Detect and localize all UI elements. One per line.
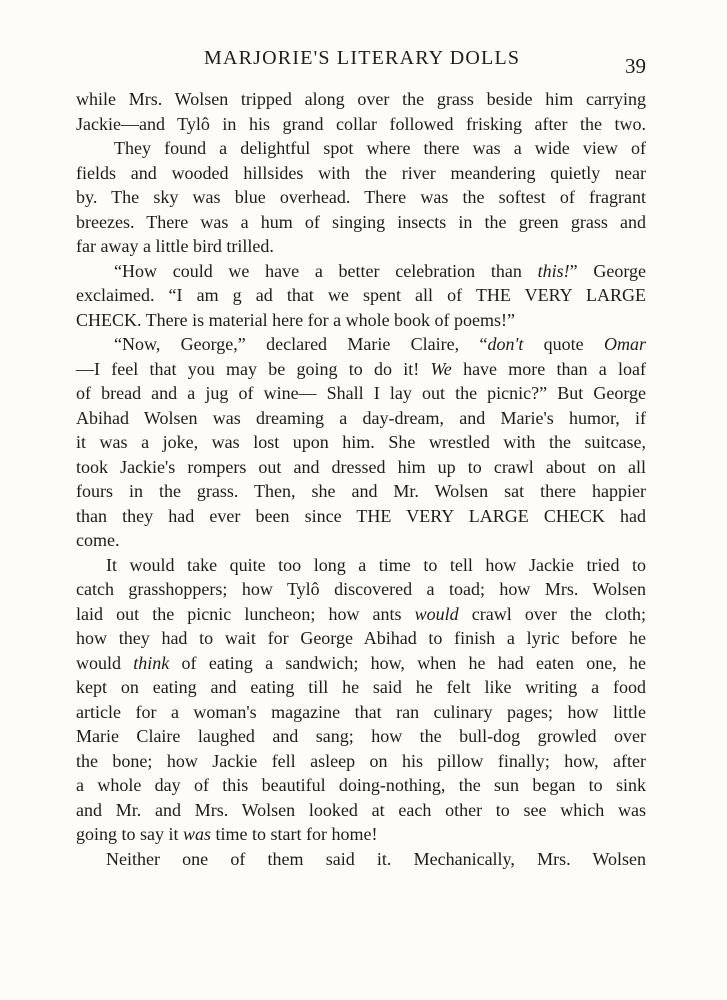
text-line: exclaimed. “I am g ad that we spent all of THE VERY LARGE (76, 285, 646, 305)
paragraph-end-line: far away a little bird trilled. (76, 236, 274, 256)
text-line: a whole day of this beautiful doing-nothing, the sun began to sink (76, 775, 646, 795)
text-line: took Jackie's rompers out and dressed him up to crawl about on all (76, 456, 646, 477)
paragraph-start-line: It would take quite too long a time to tell how Jackie tried to (106, 554, 646, 575)
text-line: would think of eating a sandwich; how, when he had eaten one, he (76, 652, 646, 673)
body-text (76, 87, 646, 871)
text-line: laid out the picnic luncheon; how ants would crawl over the cloth; (76, 603, 646, 624)
running-title: MARJORIE'S LITERARY DOLLS (204, 47, 521, 69)
text-line: fields and wooded hillsides with the river meandering quietly near (76, 162, 646, 183)
paragraph-start-line: “Now, George,” declared Marie Claire, “don't quote Omar (114, 334, 646, 354)
text-line: of bread and a jug of wine— Shall I lay out the picnic?” But George (76, 383, 646, 403)
text-line: Jackie—and Tylô in his grand collar followed frisking after the two. (76, 113, 646, 134)
text-line: Abihad Wolsen was dreaming a day-dream, and Marie's humor, if (76, 407, 646, 428)
page-number: 39 (625, 54, 646, 78)
text-line: —I feel that you may be going to do it! We have more than a loaf (76, 358, 646, 379)
text-line: it was a joke, was lost upon him. She wrestled with the suitcase, (76, 432, 646, 452)
text-line: kept on eating and eating till he said he felt like writing a food (76, 677, 646, 697)
paragraph-start-line: “How could we have a better celebration than this!” George (114, 260, 646, 281)
text-line: article for a woman's magazine that ran culinary pages; how little (76, 701, 646, 722)
text-line: than they had ever been since THE VERY LARGE CHECK had (76, 505, 646, 526)
paragraph-start-line: Neither one of them said it. Mechanically, Mrs. Wolsen (106, 848, 646, 869)
paragraph-end-line: CHECK. There is material here for a whole book of poems!” (76, 309, 516, 330)
text-line: catch grasshoppers; how Tylô discovered a toad; how Mrs. Wolsen (76, 579, 646, 599)
paragraph-end-line: going to say it was time to start for home! (76, 824, 378, 844)
text-line: how they had to wait for George Abihad to finish a lyric before he (76, 628, 646, 648)
paragraph-end-line: come. (76, 530, 120, 550)
text-line: breezes. There was a hum of singing insects in the green grass and (76, 211, 646, 232)
text-line: Marie Claire laughed and sang; how the bull-dog growled over (76, 726, 646, 746)
paragraph-start-line: They found a delightful spot where there was a wide view of (114, 138, 646, 158)
text-line: the bone; how Jackie fell asleep on his pillow finally; how, after (76, 750, 646, 771)
text-line: and Mr. and Mrs. Wolsen looked at each other to see which was (76, 799, 646, 820)
text-line: by. The sky was blue overhead. There was the softest of fragrant (76, 187, 646, 207)
text-line: fours in the grass. Then, she and Mr. Wolsen sat there happier (76, 481, 646, 501)
text-line: while Mrs. Wolsen tripped along over the grass beside him carrying (76, 89, 646, 109)
